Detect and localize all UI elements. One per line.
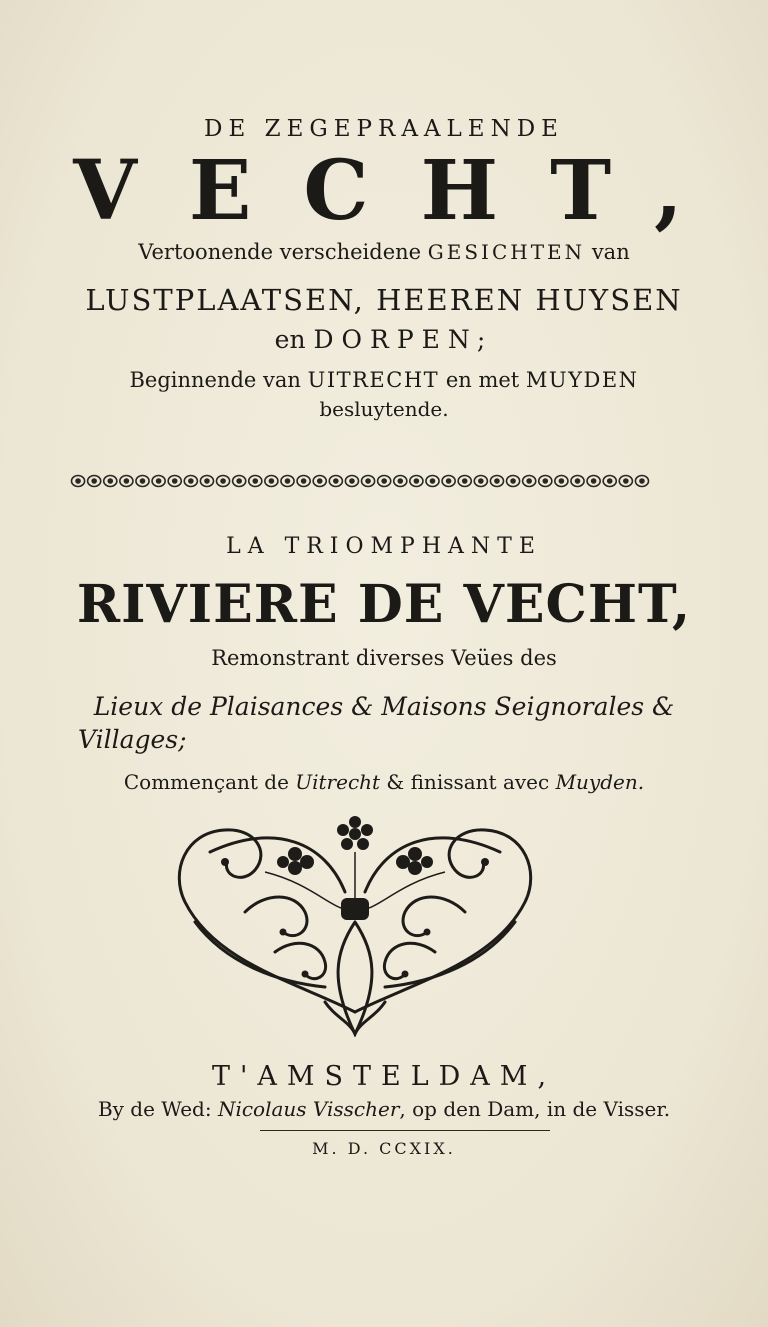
french-subtitle-4: Commençant de Uitrecht & finissant avec Muyden. (123, 770, 645, 794)
french-subtitle-1: Remonstrant diverses Veües des (211, 646, 557, 670)
floral-vignette (155, 812, 555, 1037)
ornamental-divider (70, 472, 650, 490)
imprint-year: M. D. CCXIX. (312, 1139, 456, 1158)
dutch-subtitle-3: besluytende. (319, 397, 449, 421)
french-subtitle-3: Villages; (78, 725, 187, 754)
imprint-rule (260, 1130, 550, 1131)
french-title-line1: LA TRIOMPHANTE (226, 534, 542, 559)
imprint-publisher: By de Wed: Nicolaus Visscher, op den Dam, in de Visser. (97, 1097, 671, 1121)
dutch-title-line1: DE ZEGEPRAALENDE (204, 116, 564, 142)
dutch-title-vecht: VECHT, (73, 143, 735, 239)
dutch-subtitle-2: Beginnende van UITRECHT en met MUYDEN (129, 368, 639, 392)
imprint-city: T'AMSTELDAM, (211, 1061, 557, 1092)
french-subtitle-2: Lieux de Plaisances & Maisons Seignorales & (93, 692, 675, 721)
french-title-riviere: RIVIERE DE VECHT, (76, 574, 692, 635)
dutch-title-line5: en DORPEN; (274, 325, 494, 354)
dutch-title-line4: LUSTPLAATSEN, HEEREN HUYSEN (85, 283, 683, 317)
dutch-subtitle-1: Vertoonende verscheidene GESICHTEN van (138, 240, 630, 264)
